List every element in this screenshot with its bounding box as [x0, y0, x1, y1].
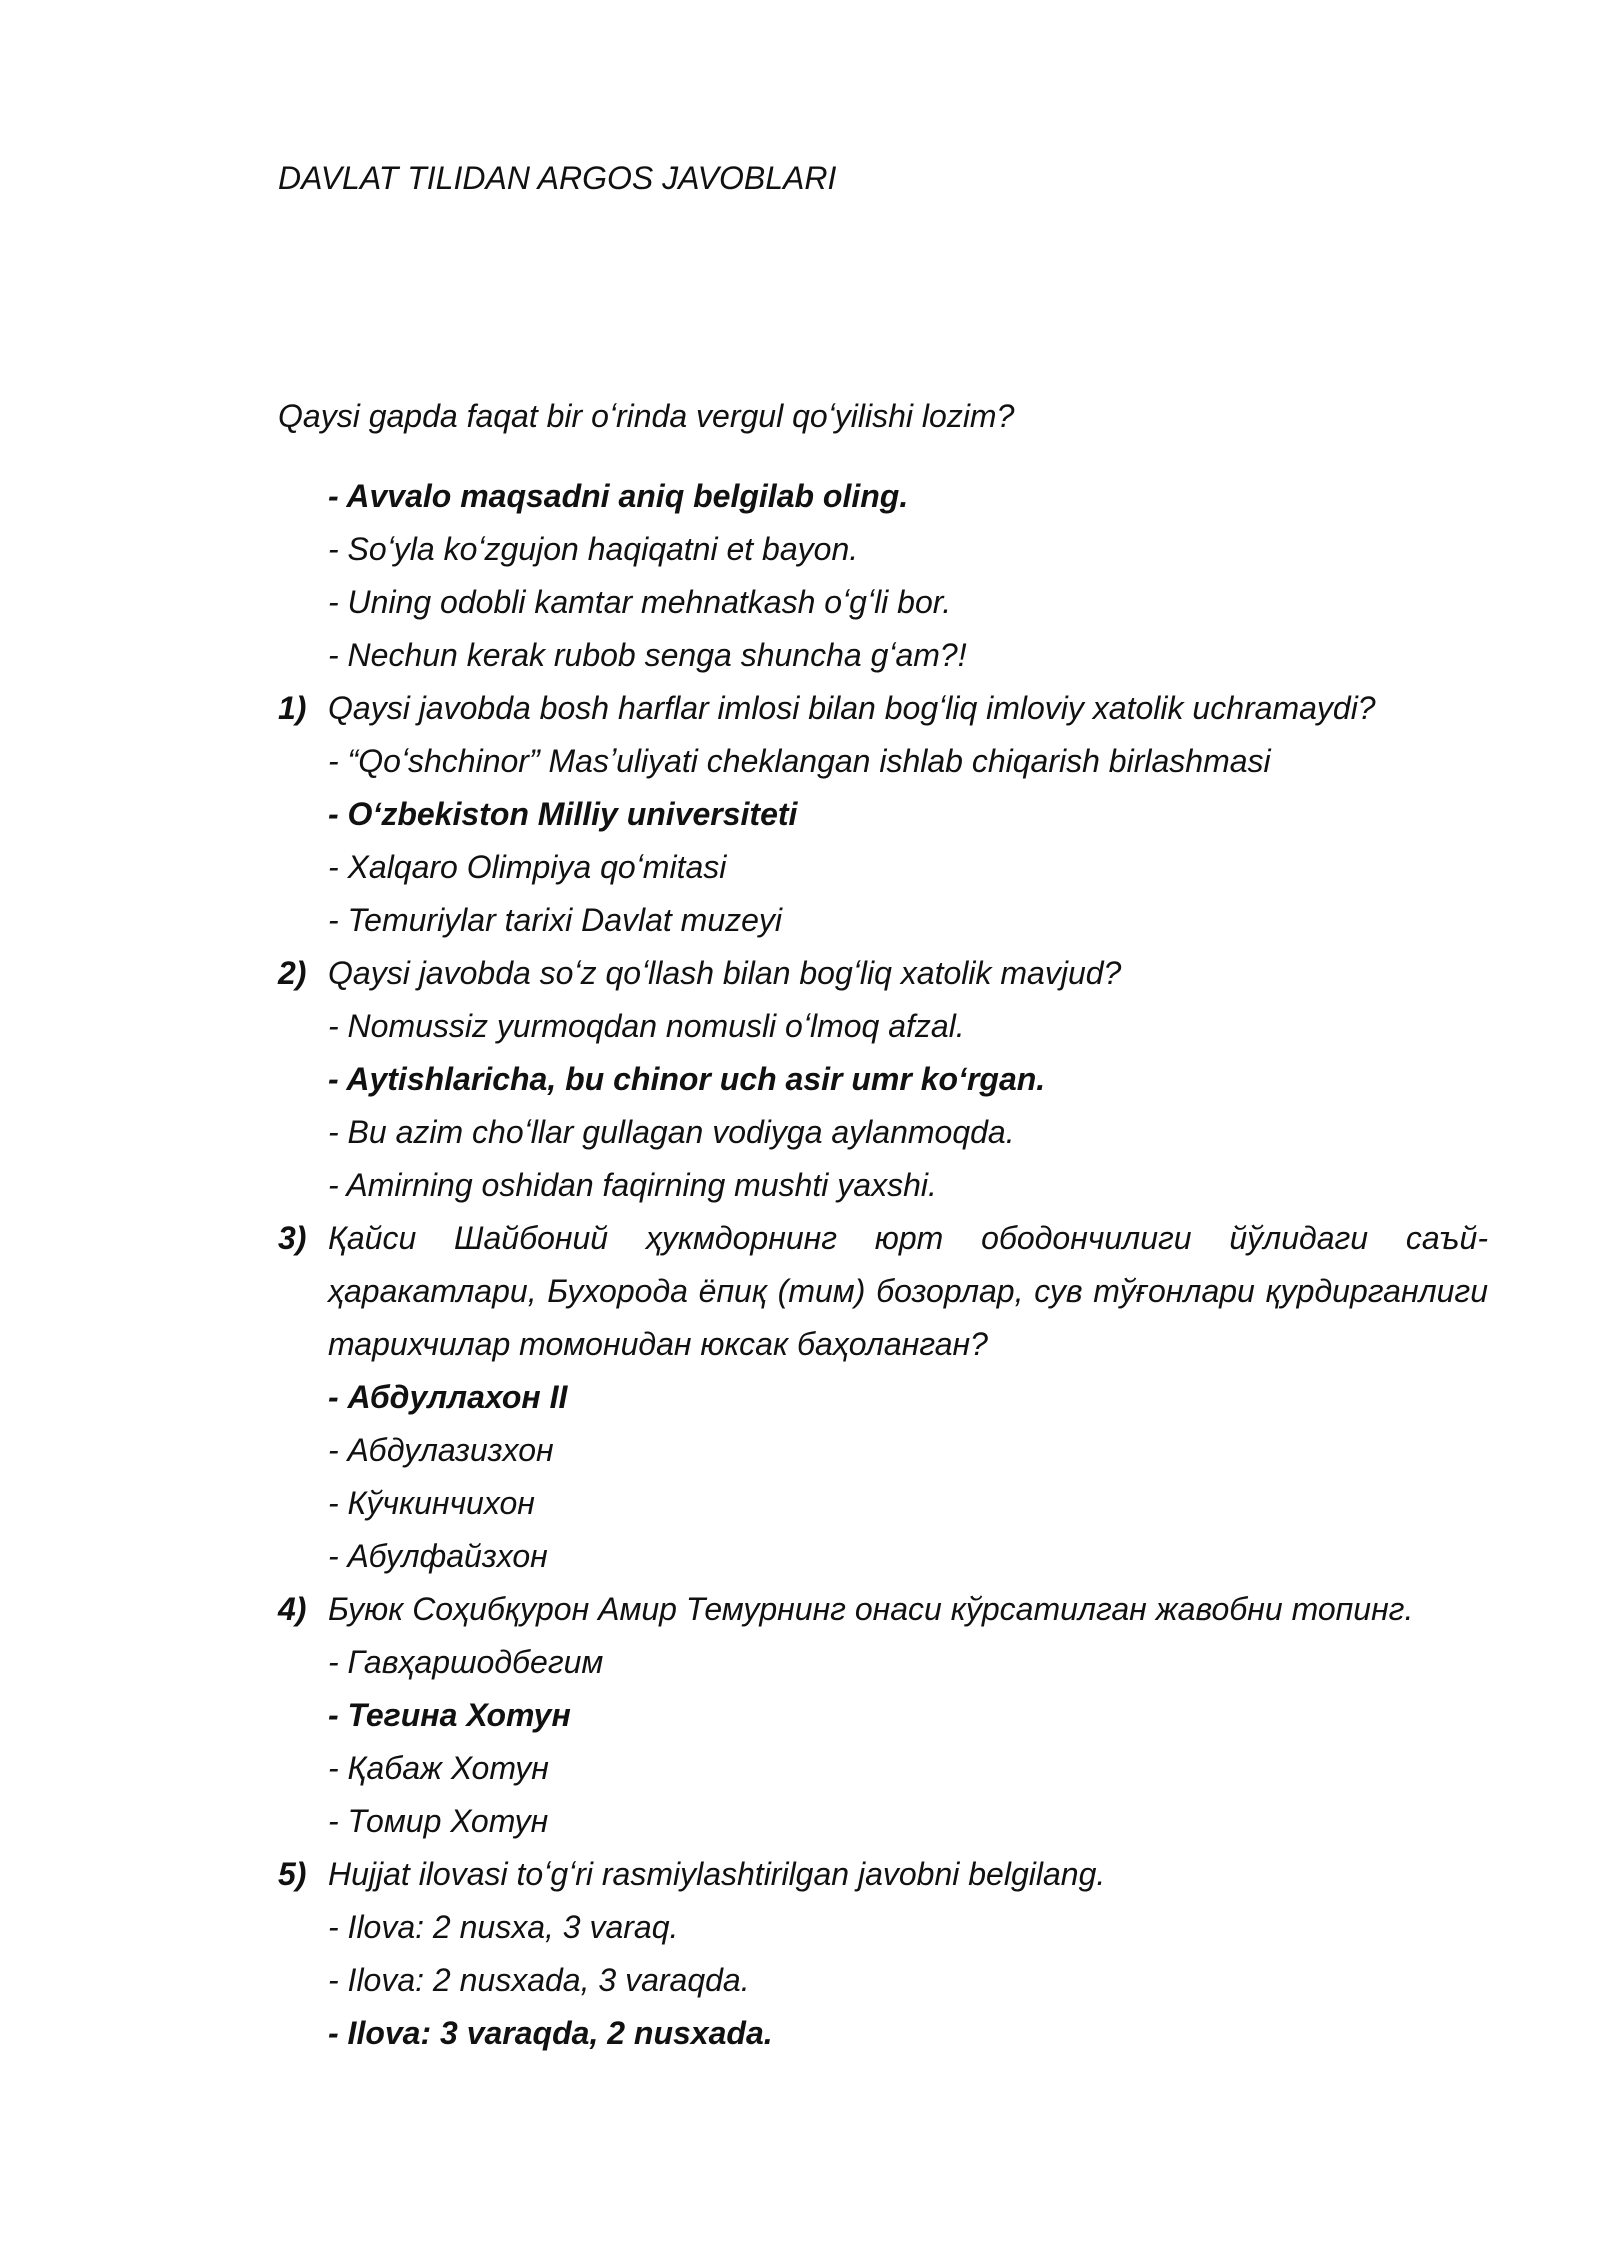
question-text: Hujjat ilovasi toʻgʻri rasmiylashtirilgan javobni belgilang.	[328, 1856, 1106, 1892]
answer-option: - Amirning oshidan faqirning mushti yaxshi.	[328, 1167, 937, 1203]
answer-option: - “Qoʻshchinor” Masʼuliyati cheklangan ishlab chiqarish birlashmasi	[328, 743, 1271, 779]
question	[278, 947, 1488, 1000]
question	[278, 1848, 1488, 1901]
question-number: 2)	[278, 955, 307, 991]
question-number: 3)	[278, 1220, 307, 1256]
answer-option: - Soʻyla koʻzgujon haqiqatni et bayon.	[328, 531, 859, 567]
answer-option: - Абдулазизхон	[328, 1432, 554, 1468]
question-number: 4)	[278, 1591, 307, 1627]
answer-option: - Aytishlaricha, bu chinor uch asir umr koʻrgan.	[328, 1061, 1046, 1097]
question-block	[278, 1848, 1488, 2060]
question-block	[278, 682, 1488, 947]
answer-option: - Томир Хотун	[328, 1803, 549, 1839]
answer-option: - Oʻzbekiston Milliy universiteti	[328, 796, 798, 832]
question-text: Буюк Соҳибқурон Амир Темурнинг онаси кўрсатилган жавобни топинг.	[328, 1591, 1414, 1627]
question-number: 5)	[278, 1856, 307, 1892]
answer-option: - Гавҳаршодбегим	[328, 1644, 604, 1680]
question-text: Qaysi javobda soʻz qoʻllash bilan bogʻliq xatolik mavjud?	[328, 955, 1122, 991]
question	[278, 1583, 1488, 1636]
answer-option: - Абдуллахон II	[328, 1379, 568, 1415]
answer-option: - Temuriylar tarixi Davlat muzeyi	[328, 902, 783, 938]
question-number: 1)	[278, 690, 307, 726]
answer-option: - Ilova: 2 nusxada, 3 varaqda.	[328, 1962, 750, 1998]
answer-option: - Bu azim choʻllar gullagan vodiyga aylanmoqda.	[328, 1114, 1015, 1150]
answer-option: - Uning odobli kamtar mehnatkash oʻgʻli bor.	[328, 584, 952, 620]
question-block	[278, 1583, 1488, 1848]
intro-options	[278, 470, 1488, 682]
answer-option: - Avvalo maqsadni aniq belgilab oling.	[328, 478, 909, 514]
question-text: Qaysi javobda bosh harflar imlosi bilan bogʻliq imloviy xatolik uchramaydi?	[328, 690, 1376, 726]
answer-option: - Тегина Хотун	[328, 1697, 571, 1733]
answer-option: - Қабаж Хотун	[328, 1750, 549, 1786]
answer-option: - Абулфайзхон	[328, 1538, 548, 1574]
answer-option: - Кўчкинчихон	[328, 1485, 535, 1521]
answer-option: - Xalqaro Olimpiya qoʻmitasi	[328, 849, 727, 885]
question-text: Қайси Шайбоний ҳукмдорнинг юрт ободончилиги йўлидаги саъй-ҳаракатлари, Бухорода ёпиқ (тим) бозорлар, сув тўғонлари қурдирганлиги тарихчилар томонидан юксак баҳоланган?	[328, 1220, 1488, 1362]
answer-option: - Ilova: 2 nusxa, 3 varaq.	[328, 1909, 679, 1945]
question-block	[278, 947, 1488, 1212]
intro-question: Qaysi gapda faqat bir oʻrinda vergul qoʻyilishi lozim?	[278, 398, 1015, 434]
answer-option: - Nechun kerak rubob senga shuncha gʻam?!	[328, 637, 967, 673]
answer-option: - Ilova: 3 varaqda, 2 nusxada.	[328, 2015, 773, 2051]
page-title: DAVLAT TILIDAN ARGOS JAVOBLARI	[278, 160, 837, 196]
answer-option: - Nomussiz yurmoqdan nomusli oʻlmoq afzal.	[328, 1008, 965, 1044]
question-list	[278, 470, 1488, 2060]
question	[278, 682, 1488, 735]
question	[278, 1212, 1488, 1371]
question-block	[278, 1212, 1488, 1583]
